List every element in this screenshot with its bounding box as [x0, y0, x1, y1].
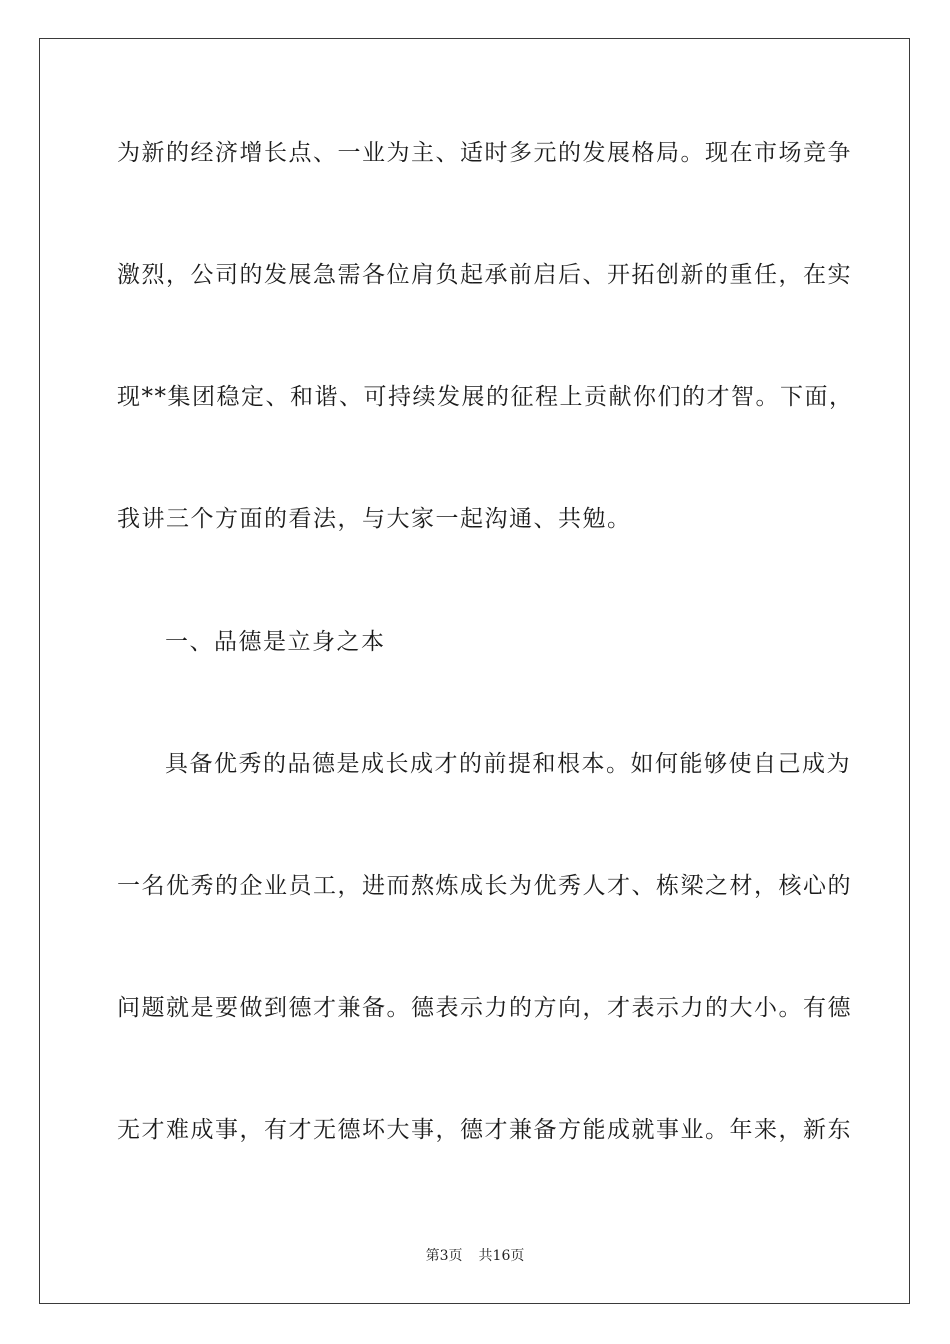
paragraph-line: 激烈，公司的发展急需各位肩负起承前启后、开拓创新的重任，在实	[117, 262, 852, 288]
paragraph-line: 具备优秀的品德是成长成才的前提和根本。如何能够使自己成为	[165, 751, 851, 777]
page-number: 第3页	[425, 1248, 463, 1264]
page-total: 共16页	[478, 1248, 525, 1264]
paragraph-line: 问题就是要做到德才兼备。德表示力的方向，才表示力的大小。有德	[117, 995, 852, 1021]
paragraph-line: 一名优秀的企业员工，进而熬炼成长为优秀人才、栋梁之材，核心的	[117, 873, 852, 899]
paragraph-line: 我讲三个方面的看法，与大家一起沟通、共勉。	[117, 506, 632, 532]
paragraph-line: 现**集团稳定、和谐、可持续发展的征程上贡献你们的才智。下面，	[117, 384, 854, 410]
paragraph-line: 为新的经济增长点、一业为主、适时多元的发展格局。现在市场竞争	[117, 140, 852, 166]
section-heading: 一、品德是立身之本	[165, 629, 386, 655]
paragraph-line: 无才难成事，有才无德坏大事，德才兼备方能成就事业。年来，新东	[117, 1117, 852, 1143]
page-footer	[0, 1246, 950, 1266]
